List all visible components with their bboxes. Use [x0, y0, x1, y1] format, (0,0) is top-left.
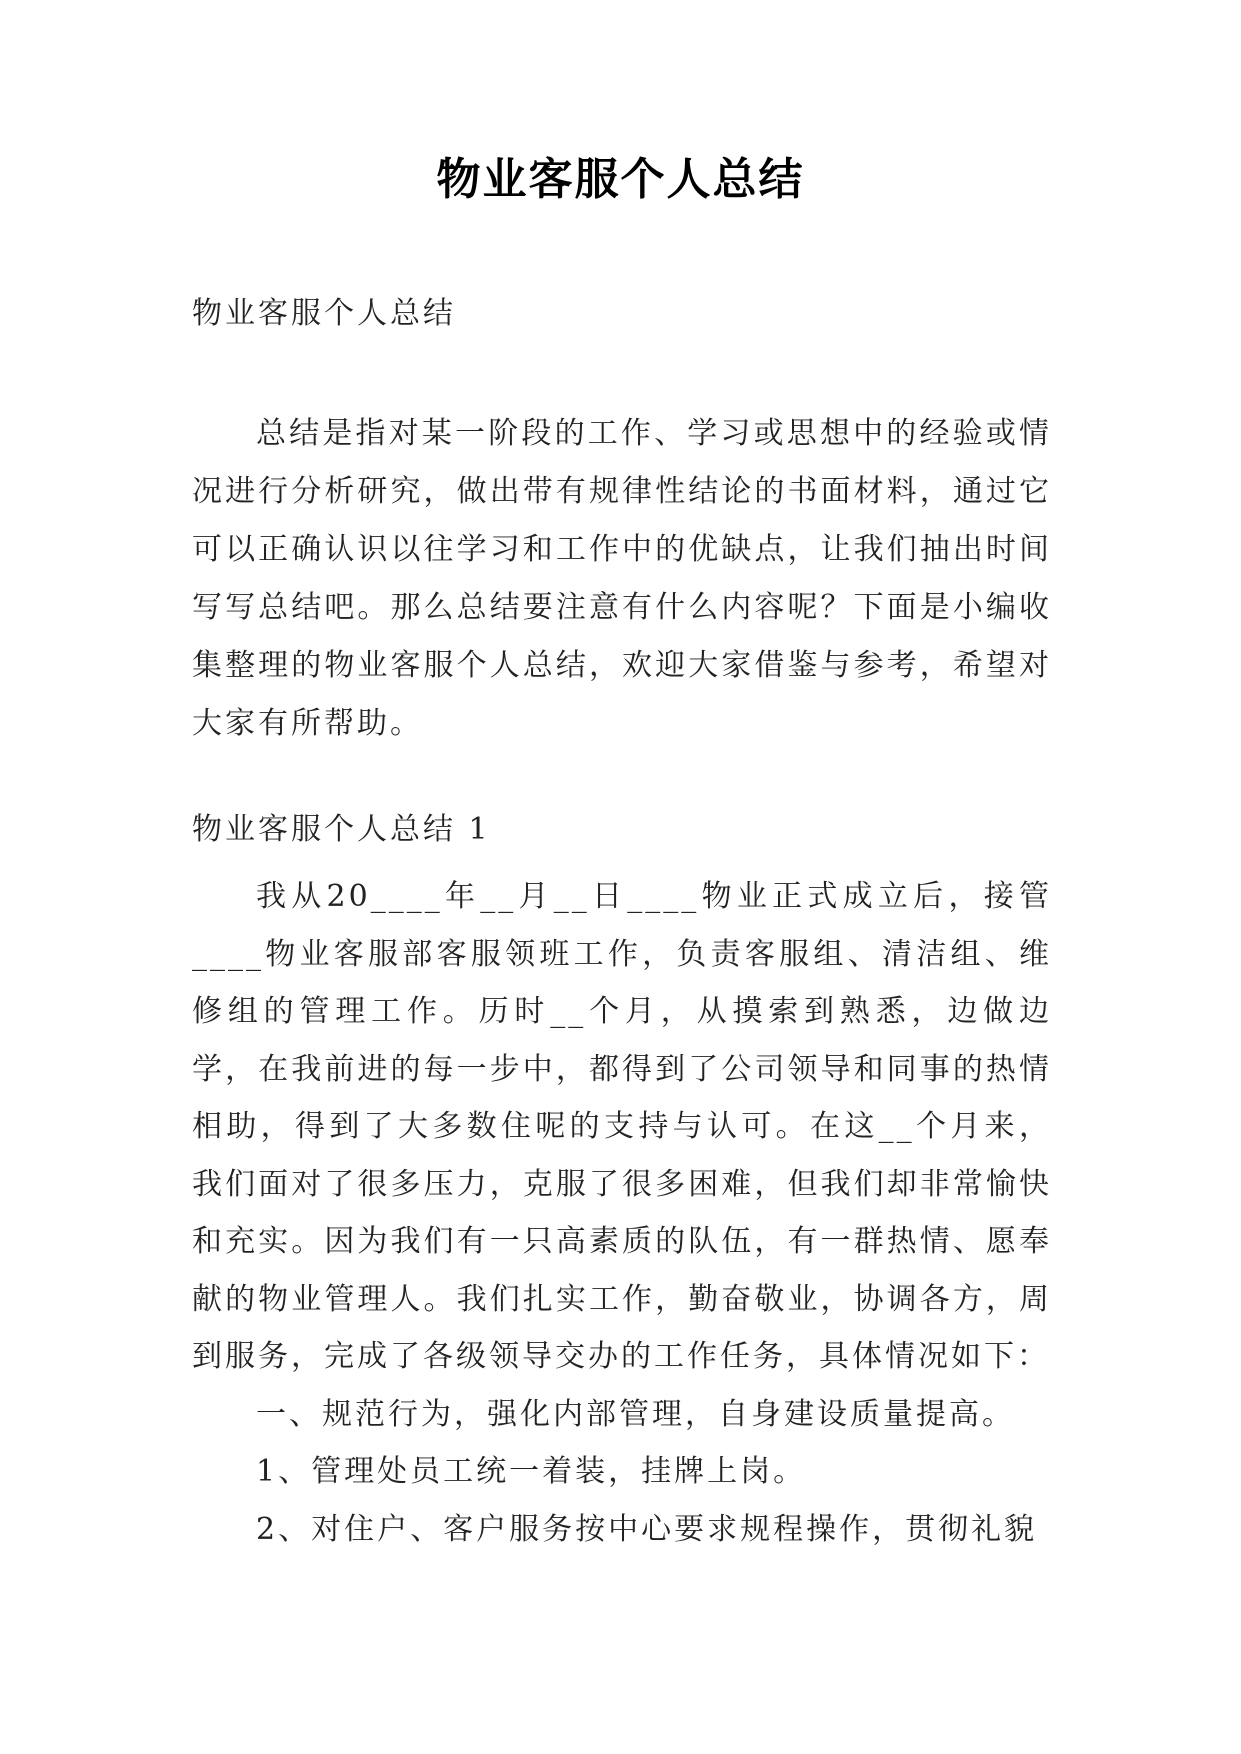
- body-paragraph: 一、规范行为，强化内部管理，自身建设质量提高。: [256, 1396, 1015, 1432]
- intro-paragraph: 总结是指对某一阶段的工作、学习或思想中的经验或情况进行分析研究，做出带有规律性结论的书面材料，通过它可以正确认识以往学习和工作中的优缺点，让我们抽出时间写写总结吧。那么总结要注意有什么内容呢？下面是小编收集整理的物业客服个人总结，欢迎大家借鉴与参考，希望对大家有所帮助。: [192, 416, 1052, 741]
- body-paragraph: 2、对住户、客户服务按中心要求规程操作，贯彻礼貌: [256, 1511, 1038, 1547]
- document-title: 物业客服个人总结: [436, 154, 805, 205]
- document-subtitle: 物业客服个人总结: [192, 296, 456, 331]
- body-paragraph: 我从20____年__月__日____物业正式成立后，接管____物业客服部客服领班工作，负责客服组、清洁组、维修组的管理工作。历时__个月，从摸索到熟悉，边做边学，在我前进的每一步中，都得到了公司领导和同事的热情相助，得到了大多数住呢的支持与认可。在这__个月来，我们面对了很多压力，克服了很多困难，但我们却非常愉快和充实。因为我们有一只高素质的队伍，有一群热情、愿奉献的物业管理人。我们扎实工作，勤奋敬业，协调各方，周到服务，完成了各级领导交办的工作任务，具体情况如下：: [192, 879, 1052, 1374]
- body-paragraph: 1、管理处员工统一着装，挂牌上岗。: [256, 1454, 807, 1489]
- section-body: [192, 868, 1052, 1558]
- section-heading: 物业客服个人总结 1: [192, 812, 491, 847]
